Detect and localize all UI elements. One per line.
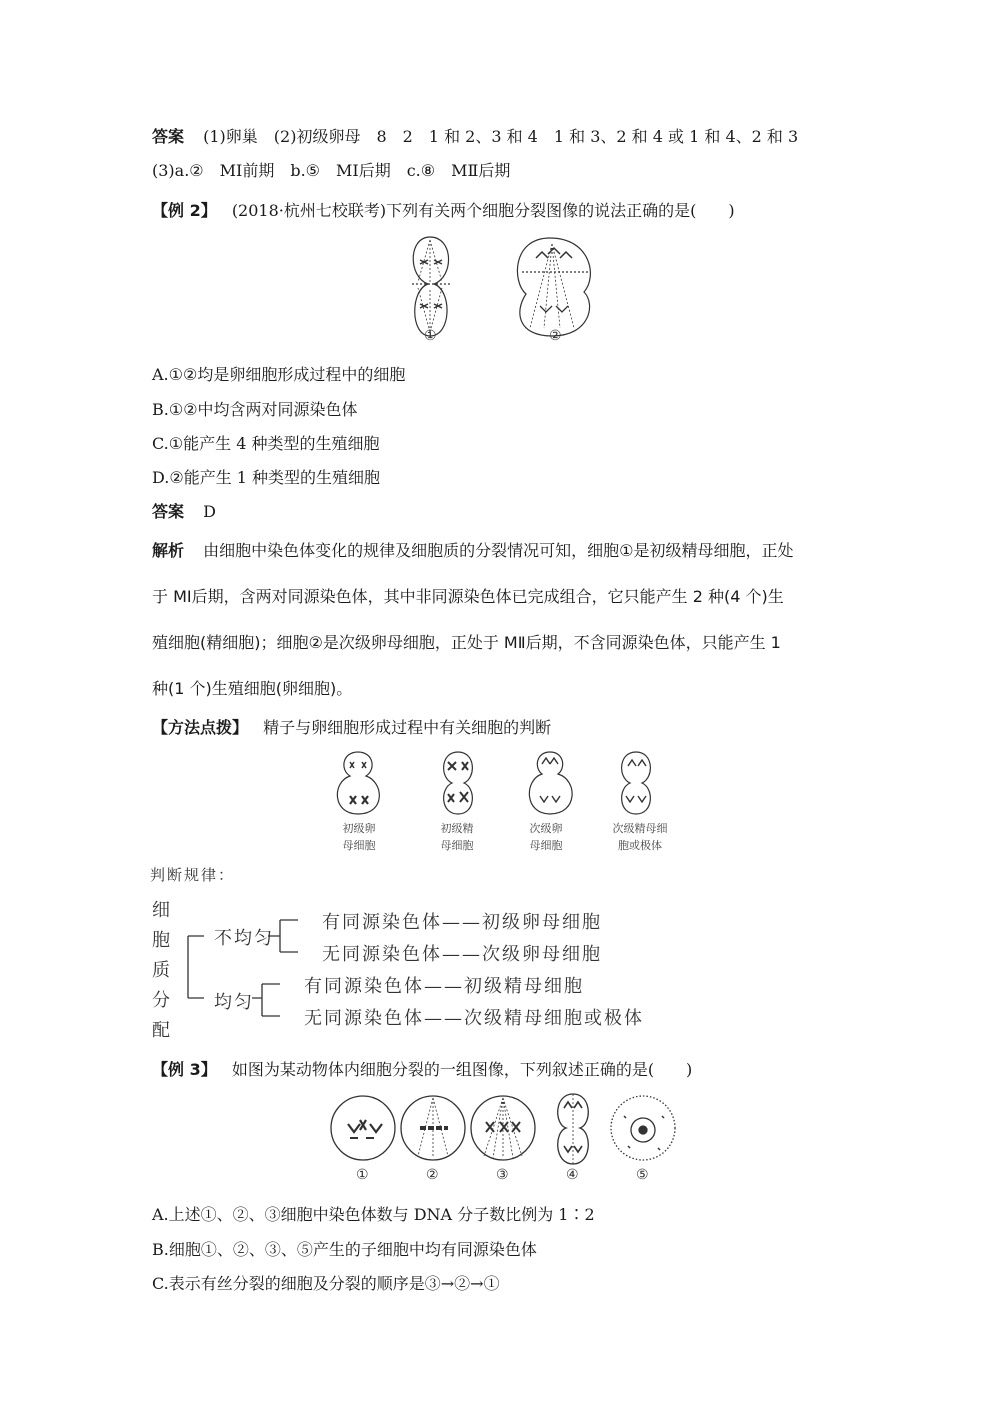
method-caption-3 [515, 820, 577, 854]
example-2-option-d: D.②能产生 1 种类型的生殖细胞 [152, 468, 381, 487]
tree-even-none: 无同源染色体——次级精母细胞或极体 [304, 1008, 644, 1029]
cell-figure-2 [517, 238, 590, 336]
method-caption-1 [328, 820, 390, 854]
method-title: 精子与卵细胞形成过程中有关细胞的判断 [263, 718, 552, 737]
fig3-label-5: ⑤ [636, 1167, 649, 1183]
example-3-text: 如图为某动物体内细胞分裂的一组图像，下列叙述正确的是( ) [231, 1060, 693, 1079]
method-caption-4 [596, 820, 684, 854]
analysis-line-1 [152, 538, 793, 561]
caption-4-b: 胞或极体 [618, 839, 662, 852]
method-cells-figure [328, 748, 678, 818]
method-cell-1 [337, 752, 379, 814]
tree-root [152, 896, 176, 1046]
example-2-answer-label: 答案 [152, 502, 185, 521]
fig2-label-2: ② [549, 328, 562, 344]
tree-root-char-5: 配 [152, 1020, 172, 1041]
method-caption-2 [426, 820, 488, 854]
example-2-answer-value: D [203, 502, 216, 521]
example-3-figure [328, 1090, 678, 1170]
tree-root-char-1: 细 [152, 900, 172, 921]
caption-3-b: 母细胞 [529, 839, 563, 852]
tree-uneven: 不均匀 [214, 928, 274, 949]
method-cell-2 [444, 752, 473, 814]
caption-1-a: 初级卵 [342, 822, 376, 835]
ex3-cell-1 [331, 1096, 395, 1160]
answer-label: 答案 [152, 127, 185, 146]
tree-even: 均匀 [214, 992, 254, 1013]
tree-root-char-3: 质 [152, 960, 172, 981]
answer-text-2: (3)a.② MⅠ前期 b.⑤ MⅠ后期 c.⑧ MⅡ后期 [152, 161, 511, 180]
fig2-label-1: ① [424, 328, 437, 344]
method-label: 【方法点拨】 [152, 718, 249, 737]
example-3-option-b: B.细胞①、②、③、⑤产生的子细胞中均有同源染色体 [152, 1240, 537, 1259]
method-header [152, 715, 551, 738]
ex3-cell-3 [471, 1096, 535, 1160]
analysis-text-4: 种(1 个)生殖细胞(卵细胞)。 [152, 679, 353, 698]
fig3-label-4: ④ [566, 1167, 579, 1183]
fig3-label-1: ① [356, 1167, 369, 1183]
ex3-cell-2 [401, 1096, 465, 1160]
method-cell-3 [529, 752, 572, 814]
example-2-answer [152, 499, 216, 522]
analysis-label: 解析 [152, 541, 185, 560]
example-3-question [152, 1057, 692, 1080]
ex3-cell-5 [611, 1096, 675, 1160]
tree-even-has: 有同源染色体——初级精母细胞 [304, 976, 584, 997]
method-cell-4 [622, 752, 651, 814]
tree-uneven-has: 有同源染色体——初级卵母细胞 [322, 912, 602, 933]
tree-uneven-none: 无同源染色体——次级卵母细胞 [322, 944, 602, 965]
caption-3-a: 次级卵 [529, 822, 563, 835]
analysis-text-2: 于 MⅠ后期，含两对同源染色体，其中非同源染色体已完成组合，它只能产生 2 种(4 个)生 [152, 587, 784, 606]
tree-root-char-4: 分 [152, 990, 172, 1011]
example-2-label: 【例 2】 [152, 201, 217, 220]
caption-2-a: 初级精 [440, 822, 474, 835]
caption-4-a: 次级精母细 [612, 822, 668, 835]
example-3-option-a: A.上述①、②、③细胞中染色体数与 DNA 分子数比例为 1∶2 [152, 1205, 595, 1224]
example-3-option-c: C.表示有丝分裂的细胞及分裂的顺序是③→②→① [152, 1274, 500, 1293]
tree-root-char-2: 胞 [152, 930, 172, 951]
example-2-question [152, 198, 735, 221]
cell-figure-1 [412, 237, 450, 336]
fig3-label-2: ② [426, 1167, 439, 1183]
answer-1-line-1 [152, 124, 798, 147]
example-2-source: (2018·杭州七校联考) [231, 201, 387, 220]
example-2-option-b: B.①②中均含两对同源染色体 [152, 400, 358, 419]
analysis-text-1: 由细胞中染色体变化的规律及细胞质的分裂情况可知，细胞①是初级精母细胞，正处 [203, 541, 794, 560]
fig3-label-3: ③ [496, 1167, 509, 1183]
caption-2-b: 母细胞 [440, 839, 474, 852]
example-2-text: 下列有关两个细胞分裂图像的说法正确的是( ) [386, 201, 735, 220]
analysis-text-3: 殖细胞(精细胞)；细胞②是次级卵母细胞，正处于 MⅡ后期，不含同源染色体，只能产生 1 [152, 633, 781, 652]
example-3-label: 【例 3】 [152, 1060, 217, 1079]
caption-1-b: 母细胞 [342, 839, 376, 852]
ex3-cell-4 [558, 1094, 589, 1164]
example-2-option-a: A.①②均是卵细胞形成过程中的细胞 [152, 365, 406, 384]
rule-title: 判断规律： [150, 866, 236, 884]
example-2-option-c: C.①能产生 4 种类型的生殖细胞 [152, 434, 380, 453]
answer-text-1: (1)卵巢 (2)初级卵母 8 2 1 和 2、3 和 4 1 和 3、2 和 4 或 1 和 4、2 和 3 [203, 127, 799, 146]
